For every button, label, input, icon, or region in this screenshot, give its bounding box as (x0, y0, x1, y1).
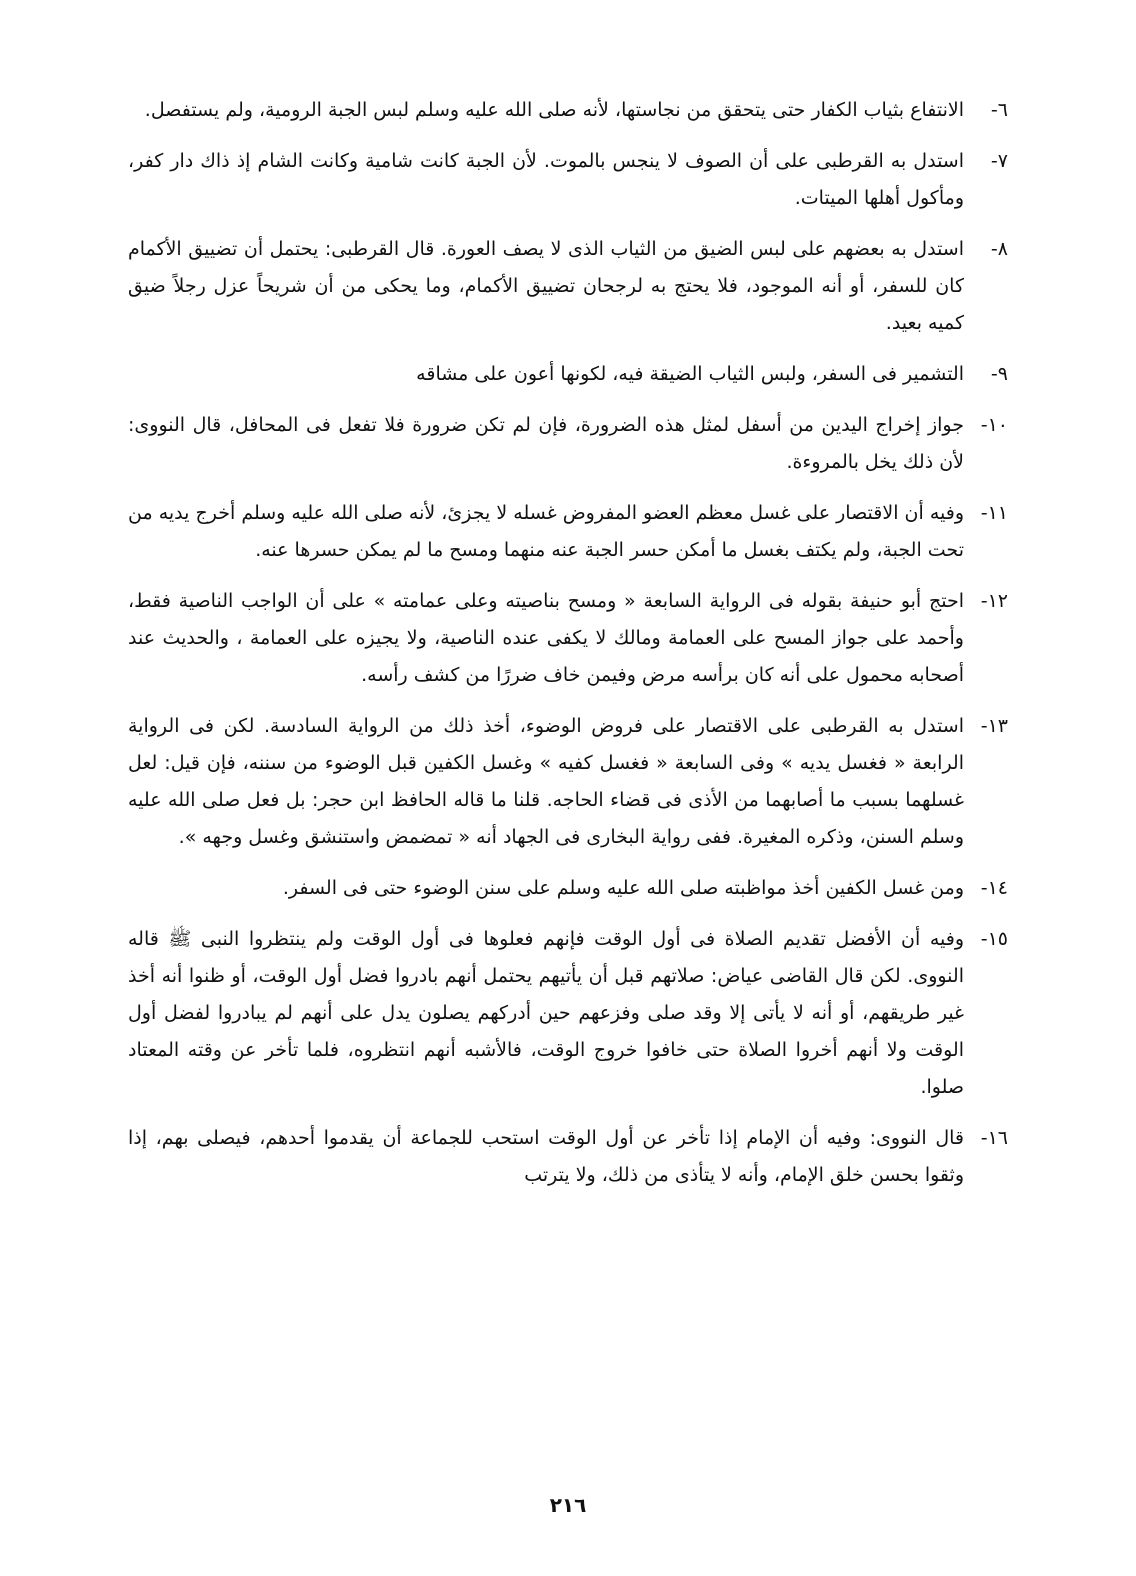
item-number: ١٤- (980, 877, 1008, 899)
item-number: ٦- (990, 99, 1008, 121)
item-text: قال النووى: وفيه أن الإمام إذا تأخر عن أول الوقت استحب للجماعة أن يقدموا أحدهم، فيصلى بهم، إذا وثقوا بحسن خلق الإمام، وأنه لا يتأذى من ذلك، ولا يترتب (128, 1127, 964, 1186)
item-text: ومن غسل الكفين أخذ مواظبته صلى الله عليه وسلم على سنن الوضوء حتى فى السفر. (282, 877, 964, 899)
item-number: ١٦- (980, 1127, 1008, 1149)
list-item (128, 870, 1008, 907)
item-number: ٩- (990, 363, 1008, 385)
item-number: ١٥- (980, 928, 1008, 950)
list-item (128, 1120, 1008, 1194)
list-item (128, 356, 1008, 393)
item-text: جواز إخراج اليدين من أسفل لمثل هذه الضرورة، فإن لم تكن ضرورة فلا تفعل فى المحافل، قال النووى: لأن ذلك يخل بالمروءة. (128, 414, 964, 473)
list-item (128, 231, 1008, 342)
list-item (128, 407, 1008, 481)
item-number: ٨- (990, 238, 1008, 260)
item-text: احتج أبو حنيفة بقوله فى الرواية السابعة « ومسح بناصيته وعلى عمامته » على أن الواجب الناصية فقط، وأحمد على جواز المسح على العمامة ومالك لا يكفى عنده الناصية، ولا يجيزه على العمامة ، والحديث عند أصحابه محمول على أنه كان برأسه مرض وفيمن خاف ضررًا من كشف رأسه. (128, 590, 964, 686)
page-number: ٢١٦ (549, 1493, 587, 1517)
item-text: الانتفاع بثياب الكفار حتى يتحقق من نجاستها، لأنه صلى الله عليه وسلم لبس الجبة الرومية، ولم يستفصل. (144, 99, 964, 121)
list-item (128, 143, 1008, 217)
item-text: استدل به بعضهم على لبس الضيق من الثياب الذى لا يصف العورة. قال القرطبى: يحتمل أن تضييق الأكمام كان للسفر، أو أنه الموجود، فلا يحتج به لرجحان تضييق الأكمام، وما يحكى من أن شريحاً عزل رجلاً ضيق كميه بعيد. (128, 238, 964, 334)
item-number: ١٣- (980, 715, 1008, 737)
item-text: استدل به القرطبى على الاقتصار على فروض الوضوء، أخذ ذلك من الرواية السادسة. لكن فى الرواية الرابعة « فغسل يديه » وفى السابعة « فغسل كفيه » وغسل الكفين قبل الوضوء من سننه، فإن قيل: لعل غسلهما بسبب ما أصابهما من الأذى فى قضاء الحاجه. قلنا ما قاله الحافظ ابن حجر: بل فعل صلى الله عليه وسلم السنن، وذكره المغيرة. ففى رواية البخارى فى الجهاد أنه « تمضمض واستنشق وغسل وجهه ». (128, 715, 964, 848)
item-text: وفيه أن الأفضل تقديم الصلاة فى أول الوقت فإنهم فعلوها فى أول الوقت ولم ينتظروا النبى ﷺ قاله النووى. لكن قال القاضى عياض: صلاتهم قبل أن يأتيهم يحتمل أنهم بادروا فضل أول الوقت، أو ظنوا أنه أخذ غير طريقهم، أو أنه لا يأتى إلا وقد صلى وفزعهم حين أدركهم يصلون يدل على أنهم لم يبادروا لفضل أول الوقت ولا أنهم أخروا الصلاة حتى خافوا خروج الوقت، فالأشبه أنهم انتظروه، فلما تأخر عن وقته المعتاد صلوا. (128, 928, 964, 1098)
item-number: ١٠- (980, 414, 1008, 436)
item-number: ٧- (990, 150, 1008, 172)
list-item (128, 708, 1008, 856)
item-number: ١٢- (980, 590, 1008, 612)
page-body (128, 92, 1008, 1208)
list-item (128, 921, 1008, 1106)
item-text: استدل به القرطبى على أن الصوف لا ينجس بالموت. لأن الجبة كانت شامية وكانت الشام إذ ذاك دار كفر، ومأكول أهلها الميتات. (128, 150, 964, 209)
list-item (128, 495, 1008, 569)
list-item (128, 92, 1008, 129)
item-number: ١١- (980, 502, 1008, 524)
item-text: التشمير فى السفر، ولبس الثياب الضيقة فيه، لكونها أعون على مشاقه (416, 363, 964, 385)
item-text: وفيه أن الاقتصار على غسل معظم العضو المفروض غسله لا يجزئ، لأنه صلى الله عليه وسلم أخرج يديه من تحت الجبة، ولم يكتف بغسل ما أمكن حسر الجبة عنه منهما ومسح ما لم يمكن حسرها عنه. (128, 502, 964, 561)
list-item (128, 583, 1008, 694)
